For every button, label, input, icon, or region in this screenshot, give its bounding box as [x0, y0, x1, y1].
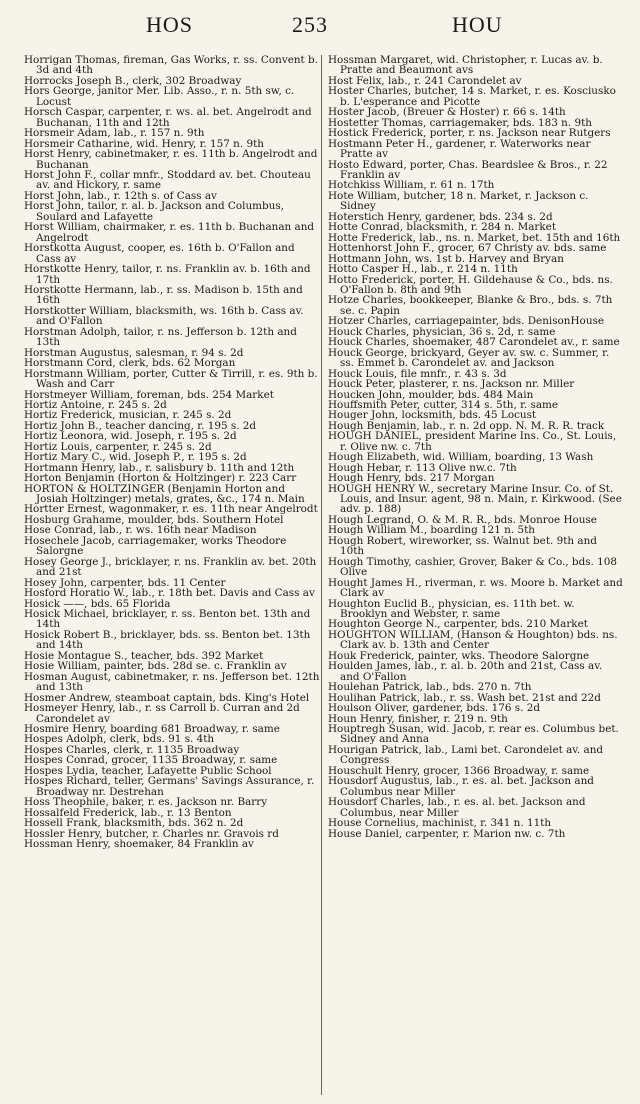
- directory-entry: Hors George, janitor Mer. Lib. Asso., r. n. 5th sw, c. Locust: [24, 85, 295, 108]
- directory-entry: Housdorf Augustus, lab., r. es. al. bet. Jackson and Columbus near Miller: [328, 775, 594, 798]
- directory-entry: Hotzer Charles, carriagepainter, bds. DenisonHouse: [328, 315, 604, 328]
- directory-entry: Hosmeyer Henry, lab., r. ss Carroll b. Curran and 2d Carondelet av: [24, 702, 300, 725]
- directory-entry: Hough Henry, bds. 217 Morgan: [328, 472, 495, 485]
- directory-entry: Hosman August, cabinetmaker, r. ns. Jefferson bet. 12th and 13th: [24, 670, 320, 694]
- directory-entry: Horrigan Thomas, fireman, Gas Works, r. ss. Convent b. 3d and 4th: [24, 54, 318, 77]
- directory-entry: Houck Charles, physician, 36 s. 2d, r. same: [328, 325, 556, 338]
- directory-entry: Hough Hebar, r. 113 Olive nw.c. 7th: [328, 461, 517, 474]
- directory-entry: Hosick Robert B., bricklayer, bds. ss. Benton bet. 13th and 14th: [24, 628, 311, 652]
- directory-entry: Horst John, tailor, r. al. b. Jackson and Columbus, Soulard and Lafayette: [24, 200, 284, 223]
- directory-entry: Horstmeyer William, foreman, bds. 254 Market: [24, 388, 274, 401]
- directory-entry: Hortiz Mary C., wid. Joseph P., r. 195 s. 2d: [24, 451, 247, 464]
- directory-entry: Hossman Margaret, wid. Christopher, r. Lucas av. b. Pratte and Beaumont avs: [328, 54, 603, 77]
- directory-entry: Hostetter Thomas, carriagemaker, bds. 183 n. 9th: [328, 116, 592, 129]
- directory-entry: Horst William, chairmaker, r. es. 11th b. Buchanan and Angelrodt: [24, 221, 315, 244]
- page-header: [0, 12, 640, 46]
- directory-entry: Hortiz Frederick, musician, r. 245 s. 2d: [24, 409, 232, 422]
- directory-entry: Horsmeir Catharine, wid. Henry, r. 157 n. 9th: [24, 137, 264, 150]
- directory-entry: HOUGH DANIEL, president Marine Ins. Co., St. Louis, r. Olive nw. c. 7th: [328, 430, 617, 453]
- directory-entry: House Cornelius, machinist, r. 341 n. 11th: [328, 817, 552, 830]
- right-column: [328, 55, 624, 839]
- directory-entry: Hose Conrad, lab., r. ws. 16th near Madison: [24, 524, 257, 537]
- directory-entry: Hottenhorst John F., grocer, 67 Christy av. bds. same: [328, 242, 607, 255]
- directory-entry: Hospes Charles, clerk, r. 1135 Broadway: [24, 743, 240, 756]
- directory-entry: Hossler Henry, butcher, r. Charles nr. Gravois rd: [24, 827, 279, 840]
- directory-entry: Horst John F., collar mnfr., Stoddard av. bet. Chouteau av. and Hickory, r. same: [24, 168, 311, 192]
- directory-entry: Hotze Charles, bookkeeper, Blanke & Bro., bds. s. 7th se. c. Papin: [328, 294, 613, 317]
- directory-entry: House Daniel, carpenter, r. Marion nw. c. 7th: [328, 827, 566, 840]
- directory-entry: HORTON & HOLTZINGER (Benjamin Horton and Josiah Holtzinger) metals, grates, &c., 174 n. Main: [24, 482, 305, 506]
- directory-entry: Hough Elizabeth, wid. William, boarding, 13 Wash: [328, 451, 594, 464]
- directory-entry: Hotte Frederick, lab., ns. n. Market, bet. 15th and 16th: [328, 231, 621, 244]
- directory-entry: Hosmer Andrew, steamboat captain, bds. King's Hotel: [24, 691, 310, 704]
- directory-entry: Hospes Lydia, teacher, Lafayette Public School: [24, 764, 272, 777]
- directory-entry: Hourigan Patrick, lab., Lami bet. Carondelet av. and Congress: [328, 743, 604, 767]
- directory-entry: Hosburg Grahame, moulder, bds. Southern Hotel: [24, 513, 284, 526]
- directory-entry: Horton Benjamin (Horton & Holtzinger) r. 223 Carr: [24, 472, 297, 485]
- directory-entry: Hosey John, carpenter, bds. 11 Center: [24, 576, 226, 589]
- directory-entry: Hosie Montague S., teacher, bds. 392 Market: [24, 649, 264, 662]
- directory-entry: Horstman Adolph, tailor, r. ns. Jefferson b. 12th and 13th: [24, 325, 297, 349]
- directory-entry: Host Felix, lab., r. 241 Carondelet av: [328, 74, 522, 87]
- directory-entry: Hospes Conrad, grocer, 1135 Broadway, r. same: [24, 754, 278, 767]
- directory-entry: Hotchkiss William, r. 61 n. 17th: [328, 179, 495, 192]
- directory-entry: Horstmann William, porter, Cutter & Tirrill, r. es. 9th b. Wash and Carr: [24, 367, 318, 391]
- header-left-guide-word: HOS: [146, 12, 194, 37]
- directory-entry: Horsmeir Adam, lab., r. 157 n. 9th: [24, 127, 205, 140]
- directory-entry: Hosey George J., bricklayer, r. ns. Franklin av. bet. 20th and 21st: [24, 555, 317, 579]
- directory-entry: Houcken John, moulder, bds. 484 Main: [328, 388, 534, 401]
- directory-entry: Hough Legrand, O. & M. R. R., bds. Monroe House: [328, 513, 597, 526]
- directory-entry: Hosechele Jacob, carriagemaker, works Theodore Salorgne: [24, 534, 287, 558]
- directory-entry: Horst John, lab., r. 12th s. of Cass av: [24, 189, 217, 202]
- directory-entry: Houn Henry, finisher, r. 219 n. 9th: [328, 712, 508, 725]
- directory-entry: Hough Robert, wireworker, ss. Walnut bet. 9th and 10th: [328, 534, 597, 558]
- directory-entry: Hostick Frederick, porter, r. ns. Jackson near Rutgers: [328, 127, 611, 140]
- directory-entry: Hoterstich Henry, gardener, bds. 234 s. 2d: [328, 210, 553, 223]
- directory-entry: Hoss Theophile, baker, r. es. Jackson nr. Barry: [24, 796, 268, 809]
- directory-entry: Hortiz Leonora, wid. Joseph, r. 195 s. 2d: [24, 430, 237, 443]
- directory-entry: Hosick Michael, bricklayer, r. ss. Benton bet. 13th and 14th: [24, 608, 311, 631]
- directory-entry: Hought James H., riverman, r. ws. Moore b. Market and Clark av: [328, 576, 623, 600]
- directory-entry: Hortiz John B., teacher dancing, r. 195 s. 2d: [24, 419, 257, 432]
- directory-entry: Hortmann Henry, lab., r. salisbury b. 11th and 12th: [24, 461, 295, 474]
- directory-entry: Hotte Conrad, blacksmith, r. 284 n. Market: [328, 221, 556, 234]
- directory-entry: Hosmire Henry, boarding 681 Broadway, r. same: [24, 723, 280, 735]
- directory-entry: Horstkotter William, blacksmith, ws. 16th b. Cass av. and O'Fallon: [24, 304, 304, 328]
- directory-entry: Horstman Augustus, salesman, r. 94 s. 2d: [24, 346, 244, 359]
- directory-entry: Hottmann John, ws. 1st b. Harvey and Bryan: [328, 252, 564, 265]
- directory-entry: Houptregh Susan, wid. Jacob, r. rear es. Columbus bet. Sidney and Anna: [328, 723, 619, 746]
- directory-entry: Hortiz Antoine, r. 245 s. 2d: [24, 398, 167, 411]
- directory-entry: Houck Louis, file mnfr., r. 43 s. 3d: [328, 367, 507, 380]
- directory-entry: Houffsmith Peter, cutter, 314 s. 5th, r. same: [328, 398, 559, 411]
- directory-entry: Hossman Henry, shoemaker, 84 Franklin av: [24, 837, 254, 850]
- directory-entry: HOUGH HENRY W., secretary Marine Insur. Co. of St. Louis, and Insur. agent, 98 n. Main, r. Kirkwood. (See adv. p. 188): [328, 482, 622, 516]
- directory-entry: Hortter Ernest, wagonmaker, r. es. 11th near Angelrodt: [24, 503, 318, 516]
- directory-entry: Houck Charles, shoemaker, 487 Carondelet av., r. same: [328, 336, 620, 349]
- directory-entry: Hotto Frederick, porter, H. Gildehause & Co., bds. ns. O'Fallon b. 8th and 9th: [328, 273, 613, 296]
- directory-entry: Hote William, butcher, 18 n. Market, r. Jackson c. Sidney: [328, 189, 589, 213]
- directory-entry: Horstkotta August, cooper, es. 16th b. O'Fallon and Cass av: [24, 242, 295, 265]
- directory-entry: Horstkotte Henry, tailor, r. ns. Franklin av. b. 16th and 17th: [24, 263, 311, 286]
- directory-entry: Hospes Adolph, clerk, bds. 91 s. 4th: [24, 733, 215, 746]
- directory-entry: Hosick ——, bds. 65 Florida: [24, 597, 171, 610]
- directory-entry: Hossell Frank, blacksmith, bds. 362 n. 2d: [24, 817, 244, 830]
- left-column: [24, 55, 320, 849]
- directory-entry: Houghton George N., carpenter, bds. 210 Market: [328, 618, 588, 631]
- directory-entry: Hoster Charles, butcher, 14 s. Market, r. es. Kosciusko b. L'esperance and Picotte: [328, 85, 616, 108]
- directory-entry: Horstkotte Hermann, lab., r. ss. Madison b. 15th and 16th: [24, 283, 303, 307]
- directory-entry: Horrocks Joseph B., clerk, 302 Broadway: [24, 74, 242, 87]
- directory-entry: Hosie William, painter, bds. 28d se. c. Franklin av: [24, 660, 287, 673]
- directory-entry: Housdorf Charles, lab., r. es. al. bet. Jackson and Columbus, near Miller: [328, 796, 586, 819]
- directory-entry: Houlehan Patrick, lab., bds. 270 n. 7th: [328, 681, 532, 694]
- directory-entry: HOUGHTON WILLIAM, (Hanson & Houghton) bds. ns. Clark av. b. 13th and Center: [328, 628, 618, 652]
- directory-entry: Hospes Richard, teller, Germans' Savings Assurance, r. Broadway nr. Destrehan: [24, 775, 315, 798]
- directory-entry: Houck Peter, plasterer, r. ns. Jackson nr. Miller: [328, 378, 575, 391]
- directory-entry: Hotto Casper H., lab., r. 214 n. 11th: [328, 263, 518, 276]
- page-number: 253: [292, 12, 328, 37]
- directory-entry: Hortiz Louis, carpenter, r. 245 s. 2d: [24, 440, 212, 453]
- directory-entry: Houk Frederick, painter, wks. Theodore Salorgne: [328, 649, 590, 662]
- directory-entry: Houghton Euclid B., physician, es. 11th bet. w. Brooklyn and Webster, r. same: [328, 597, 575, 621]
- directory-entry: Hosto Edward, porter, Chas. Beardslee & Bros., r. 22 Franklin av: [328, 158, 608, 181]
- directory-entry: Horsch Caspar, carpenter, r. ws. al. bet. Angelrodt and Buchanan, 11th and 12th: [24, 106, 312, 129]
- directory-entry: Hosford Horatio W., lab., r. 18th bet. Davis and Cass av: [24, 587, 315, 600]
- directory-entry: Hough William M., boarding 121 n. 5th: [328, 524, 535, 537]
- directory-entry: Houlson Oliver, gardener, bds. 176 s. 2d: [328, 702, 540, 715]
- directory-entry: Houlden James, lab., r. al. b. 20th and 21st, Cass av. and O'Fallon: [328, 660, 603, 683]
- directory-entry: Houschult Henry, grocer, 1366 Broadway, r. same: [328, 764, 590, 777]
- directory-entry: Horstmann Cord, clerk, bds. 62 Morgan: [24, 357, 236, 370]
- directory-entry: Houlihan Patrick, lab., r. ss. Wash bet. 21st and 22d: [328, 691, 601, 704]
- directory-entry: Hough Benjamin, lab., r. n. 2d opp. N. M. R. R. track: [328, 419, 605, 432]
- directory-entry: Houger John, locksmith, bds. 45 Locust: [328, 409, 537, 422]
- directory-entry: Horst Henry, cabinetmaker, r. es. 11th b. Angelrodt and Buchanan: [24, 148, 318, 171]
- directory-entry: Houck George, brickyard, Geyer av. sw. c. Summer, r. ss. Emmet b. Carondelet av. and Jackson: [328, 346, 610, 370]
- directory-entry: Hoster Jacob, (Breuer & Hoster) r. 66 s. 14th: [328, 106, 566, 119]
- directory-entry: Hough Timothy, cashier, Grover, Baker & Co., bds. 108 Olive: [328, 555, 617, 579]
- directory-entry: Hossalfeld Frederick, lab., r. 13 Benton: [24, 806, 232, 819]
- column-divider: [321, 55, 322, 1095]
- directory-entry: Hostmann Peter H., gardener, r. Waterworks near Pratte av: [328, 137, 591, 161]
- header-right-guide-word: HOU: [452, 12, 503, 37]
